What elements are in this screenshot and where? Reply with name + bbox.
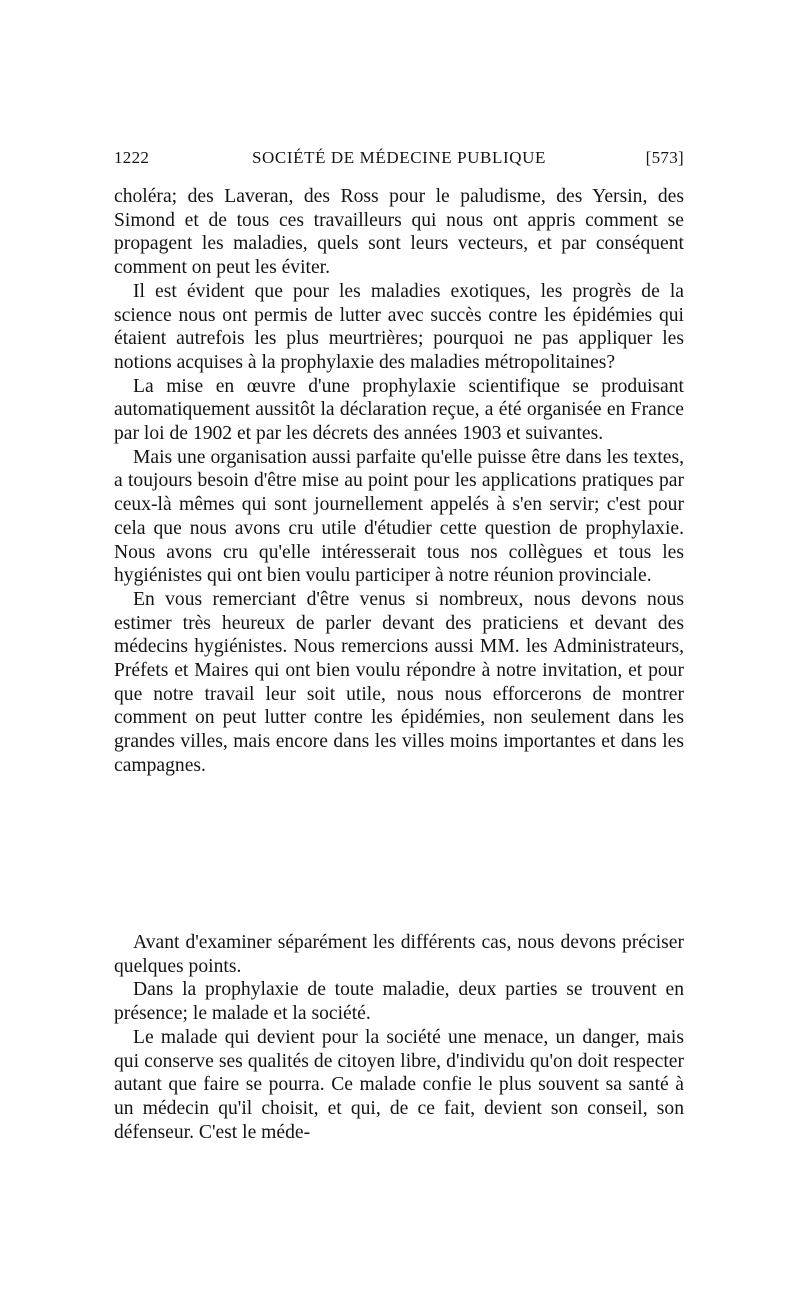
page-header xyxy=(114,148,684,172)
paragraph: Dans la prophylaxie de toute maladie, deux parties se trouvent en présence; le malade et la société. xyxy=(114,979,684,1025)
page-number: 1222 xyxy=(114,148,150,167)
paragraph: Le malade qui devient pour la société une menace, un danger, mais qui conserve ses qualités de citoyen libre, d'individu qu'on doit respecter autant que faire se pourra. Ce malade confie le plus souvent sa santé à un médecin qu'il choisit, et qui, de ce fait, devient son conseil, son défenseur. C'est le méde- xyxy=(114,1026,684,1143)
paragraph: Mais une organisation aussi parfaite qu'elle puisse être dans les textes, a toujours besoin d'être mise au point pour les applications pratiques par ceux-là mêmes qui sont journellement appelés à s'en servir; c'est pour cela que nous avons cru utile d'étudier cette question de prophylaxie. Nous avons cru qu'elle intéresserait tous nos collègues et tous les hygiénistes qui ont bien voulu participer à notre réunion provinciale. xyxy=(114,446,684,587)
running-title: SOCIÉTÉ DE MÉDECINE PUBLIQUE xyxy=(252,148,546,167)
paragraph: Avant d'examiner séparément les différents cas, nous devons préciser quelques points. xyxy=(114,932,684,977)
paragraph-continued: choléra; des Laveran, des Ross pour le paludisme, des Yersin, des Simond et de tous ces travailleurs qui nous ont appris comment se propagent les maladies, quels sont leurs vecteurs, et par conséquent comment on peut les éviter. xyxy=(114,186,684,279)
paragraph: En vous remerciant d'être venus si nombreux, nous devons nous estimer très heureux de parler devant des praticiens et devant des médecins hygiénistes. Nous remercions aussi MM. les Administrateurs, Préfets et Maires qui ont bien voulu répondre à notre invitation, et pour que notre travail leur soit utile, nous nous efforcerons de montrer comment on peut lutter contre les épidémies, non seulement dans les grandes villes, mais encore dans les villes moins importantes et dans les campagnes. xyxy=(114,588,684,776)
paragraph: La mise en œuvre d'une prophylaxie scientifique se produisant automatiquement aussitôt la déclaration reçue, a été organisée en France par loi de 1902 et par les décrets des années 1903 et suivantes. xyxy=(114,375,684,445)
body-text-section-1 xyxy=(114,185,684,778)
reference-number: [573] xyxy=(645,148,684,167)
body-text-section-2 xyxy=(114,931,684,1144)
paragraph: Il est évident que pour les maladies exotiques, les progrès de la science nous ont permis de lutter avec succès contre les épidémies qui étaient autrefois les plus meurtrières; pourquoi ne pas appliquer les notions acquises à la prophylaxie des maladies métropolitaines? xyxy=(114,280,684,373)
